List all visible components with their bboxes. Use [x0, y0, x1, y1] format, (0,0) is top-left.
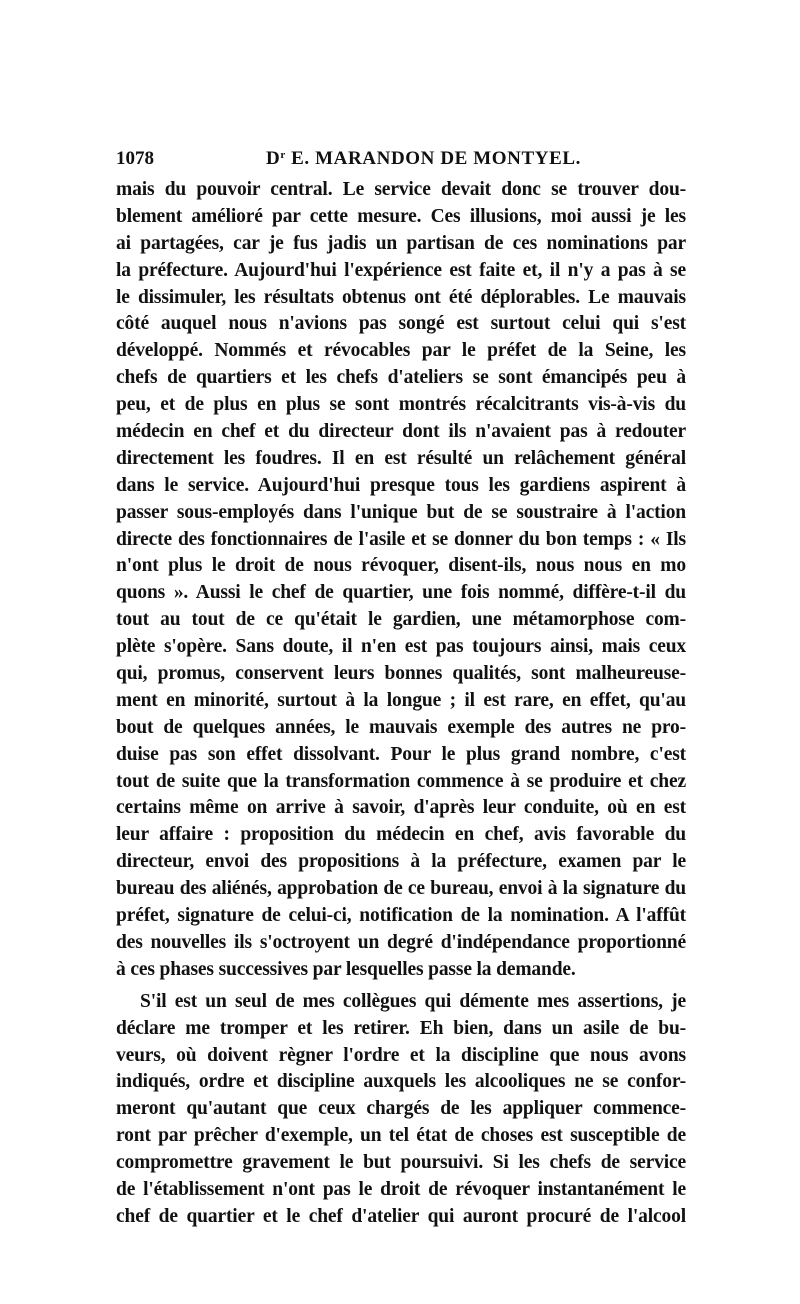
text-line: de l'établissement n'ont pas le droit de révoquer instantanément le [116, 1178, 686, 1200]
text-line: passer sous-employés dans l'unique but de se soustraire à l'action [116, 501, 686, 523]
text-line: indiqués, ordre et discipline auxquels les alcooliques ne se confor- [116, 1071, 686, 1093]
text-line: n'ont plus le droit de nous révoquer, disent-ils, nous nous en mo [116, 555, 686, 577]
text-line: dans le service. Aujourd'hui presque tous les gardiens aspirent à [116, 474, 686, 496]
text-line: des nouvelles ils s'octroyent un degré d'indépendance proportionné [116, 931, 686, 953]
text-line: ront par prêcher d'exemple, un tel état de choses est susceptible de [116, 1125, 686, 1147]
text-line: quons ». Aussi le chef de quartier, une fois nommé, diffère-t-il du [116, 582, 686, 604]
text-line: la préfecture. Aujourd'hui l'expérience est faite et, il n'y a pas à se [116, 259, 686, 281]
text-line: ai partagées, car je fus jadis un partisan de ces nominations par [116, 232, 686, 254]
text-line: blement amélioré par cette mesure. Ces illusions, moi aussi je les [116, 205, 686, 227]
running-head [116, 148, 686, 172]
text-line: directeur, envoi des propositions à la préfecture, examen par le [116, 851, 686, 873]
text-line: leur affaire : proposition du médecin en chef, avis favorable du [116, 824, 686, 846]
text-line: chefs de quartiers et les chefs d'ateliers se sont émancipés peu à [116, 367, 686, 389]
author-prefix-superscript: r [280, 149, 286, 161]
text-line: ment en minorité, surtout à la longue ; il est rare, en effet, qu'au [116, 689, 686, 711]
running-title [266, 148, 581, 170]
text-line: veurs, où doivent règner l'ordre et la discipline que nous avons [116, 1044, 686, 1066]
paragraph-1 [116, 177, 686, 984]
text-line: bureau des aliénés, approbation de ce bureau, envoi à la signature du [116, 878, 686, 900]
text-line: tout de suite que la transformation commence à se produire et chez [116, 770, 686, 792]
text-line: certains même on arrive à savoir, d'après leur conduite, où en est [116, 797, 686, 819]
text-line: compromettre gravement le but poursuivi. Si les chefs de service [116, 1152, 686, 1174]
text-line: à ces phases successives par lesquelles passe la demande. [116, 958, 576, 980]
text-line: le dissimuler, les résultats obtenus ont été déplorables. Le mauvais [116, 286, 686, 308]
text-line: S'il est un seul de mes collègues qui démente mes assertions, je [140, 990, 686, 1012]
text-line: meront qu'autant que ceux chargés de les appliquer commence- [116, 1098, 686, 1120]
author-name: E. MARANDON DE MONTYEL. [285, 148, 581, 169]
text-line: plète s'opère. Sans doute, il n'en est pas toujours ainsi, mais ceux [116, 636, 686, 658]
page-number: 1078 [116, 148, 154, 169]
text-line: déclare me tromper et les retirer. Eh bien, dans un asile de bu- [116, 1017, 686, 1039]
text-line: directement les foudres. Il en est résulté un relâchement général [116, 447, 686, 469]
text-line: peu, et de plus en plus se sont montrés récalcitrants vis-à-vis du [116, 394, 686, 416]
body-text [116, 177, 686, 1231]
text-line: qui, promus, conservent leurs bonnes qualités, sont malheureuse- [116, 663, 686, 685]
text-line: chef de quartier et le chef d'atelier qui auront procuré de l'alcool [116, 1205, 686, 1227]
text-line: directe des fonctionnaires de l'asile et se donner du bon temps : « Ils [116, 528, 686, 550]
text-line: mais du pouvoir central. Le service devait donc se trouver dou- [116, 179, 686, 200]
text-line: préfet, signature de celui-ci, notification de la nomination. A l'affût [116, 905, 686, 927]
text-line: duise pas son effet dissolvant. Pour le plus grand nombre, c'est [116, 743, 686, 765]
paragraph-2 [116, 989, 686, 1231]
text-line: développé. Nommés et révocables par le préfet de la Seine, les [116, 340, 686, 362]
text-line: médecin en chef et du directeur dont ils n'avaient pas à redouter [116, 421, 686, 443]
author-prefix: D [266, 148, 281, 169]
text-line: côté auquel nous n'avions pas songé est surtout celui qui s'est [116, 313, 686, 335]
text-line: tout au tout de ce qu'était le gardien, une métamorphose com- [116, 609, 686, 631]
text-line: bout de quelques années, le mauvais exemple des autres ne pro- [116, 716, 686, 738]
